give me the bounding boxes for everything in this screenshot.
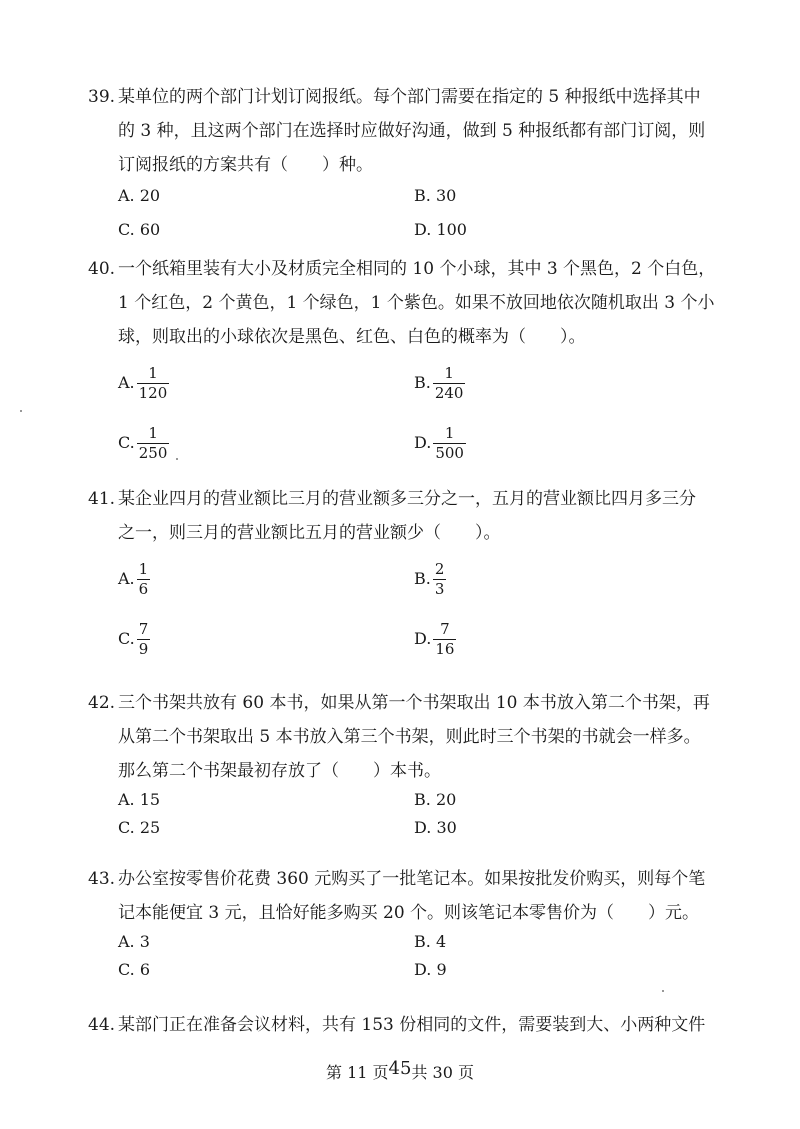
question-41: [88, 482, 728, 670]
option-b[interactable]: B. $\frac{1}{240}$: [414, 364, 464, 402]
fraction: $\frac{1}{240}$: [434, 364, 464, 402]
option-a[interactable]: A. $\frac{1}{120}$: [118, 364, 168, 402]
fraction: $\frac{7}{16}$: [435, 620, 455, 658]
scan-speck: [176, 458, 178, 460]
question-text: 订阅报纸的方案共有（ ）种。: [118, 155, 373, 175]
fraction: $\frac{1}{120}$: [138, 364, 168, 402]
question-text: 三个书架共放有 60 本书，如果从第一个书架取出 10 本书放入第二个书架，再: [118, 693, 710, 713]
question-text: 记本能便宜 3 元，且恰好能多购买 20 个。则该笔记本零售价为（ ）元。: [118, 903, 700, 923]
option-b[interactable]: B. 20: [414, 790, 457, 809]
options: [88, 788, 728, 858]
question-number: 39.: [88, 87, 116, 107]
question-number: 41.: [88, 489, 116, 509]
question-44: [88, 1008, 728, 1042]
page-number: 第 11 页: [326, 1063, 389, 1082]
option-b[interactable]: B. 4: [414, 932, 447, 951]
fraction: $\frac{1}{500}$: [435, 424, 464, 462]
option-b[interactable]: B. 30: [414, 186, 457, 205]
question-text: 的 3 种，且这两个部门在选择时应做好沟通，做到 5 种报纸都有部门订阅，则: [118, 121, 706, 141]
option-a[interactable]: A. 15: [118, 790, 161, 809]
options: [88, 354, 728, 474]
question-text: 某企业四月的营业额比三月的营业额多三分之一，五月的营业额比四月多三分: [118, 489, 696, 509]
question-40: [88, 252, 728, 474]
option-c[interactable]: C. 6: [118, 960, 151, 979]
option-c[interactable]: C. $\frac{1}{250}$: [118, 424, 168, 462]
fraction: $\frac{1}{250}$: [138, 424, 168, 462]
option-d[interactable]: D. $\frac{1}{500}$: [414, 424, 464, 462]
option-d[interactable]: D. $\frac{7}{16}$: [414, 620, 455, 658]
question-number: 42.: [88, 693, 116, 713]
option-a[interactable]: A. 3: [118, 932, 150, 951]
option-d[interactable]: D. 100: [414, 220, 467, 239]
options: [88, 182, 728, 252]
question-text: 那么第二个书架最初存放了（ ）本书。: [118, 761, 441, 781]
fraction: $\frac{7}{9}$: [138, 620, 149, 658]
question-number: 40.: [88, 259, 116, 279]
question-text: 之一，则三月的营业额比五月的营业额少（ ）。: [118, 523, 501, 543]
fraction: $\frac{2}{3}$: [434, 560, 445, 598]
option-d[interactable]: D. 30: [414, 818, 457, 837]
question-text: 1 个红色，2 个黄色，1 个绿色，1 个紫色。如果不放回地依次随机取出 3 个小: [118, 293, 715, 313]
options: [88, 550, 728, 670]
option-b[interactable]: B. $\frac{2}{3}$: [414, 560, 445, 598]
question-42: [88, 686, 728, 858]
page-total: 共 30 页: [411, 1063, 474, 1082]
option-c[interactable]: C. 25: [118, 818, 161, 837]
page-stamp-number: 45: [388, 1058, 412, 1079]
fraction: $\frac{1}{6}$: [138, 560, 149, 598]
question-text: 球，则取出的小球依次是黑色、红色、白色的概率为（ ）。: [118, 327, 586, 347]
question-text: 从第二个书架取出 5 本书放入第三个书架，则此时三个书架的书就会一样多。: [118, 727, 701, 747]
option-a[interactable]: A. 20: [118, 186, 161, 205]
question-number: 43.: [88, 869, 116, 889]
scan-speck: [20, 410, 22, 412]
question-text: 办公室按零售价花费 360 元购买了一批笔记本。如果按批发价购买，则每个笔: [118, 869, 706, 889]
question-text: 某部门正在准备会议材料，共有 153 份相同的文件，需要装到大、小两种文件: [118, 1015, 706, 1035]
question-39: [88, 80, 728, 252]
option-c[interactable]: C. $\frac{7}{9}$: [118, 620, 149, 658]
question-text: 一个纸箱里装有大小及材质完全相同的 10 个小球，其中 3 个黑色，2 个白色，: [118, 259, 716, 279]
option-c[interactable]: C. 60: [118, 220, 161, 239]
question-number: 44.: [88, 1015, 116, 1035]
scan-speck: [662, 990, 664, 992]
option-a[interactable]: A. $\frac{1}{6}$: [118, 560, 149, 598]
option-d[interactable]: D. 9: [414, 960, 447, 979]
question-text: 某单位的两个部门计划订阅报纸。每个部门需要在指定的 5 种报纸中选择其中: [118, 87, 701, 107]
page-footer: [0, 1060, 800, 1083]
options: [88, 930, 728, 1000]
question-43: [88, 862, 728, 1000]
